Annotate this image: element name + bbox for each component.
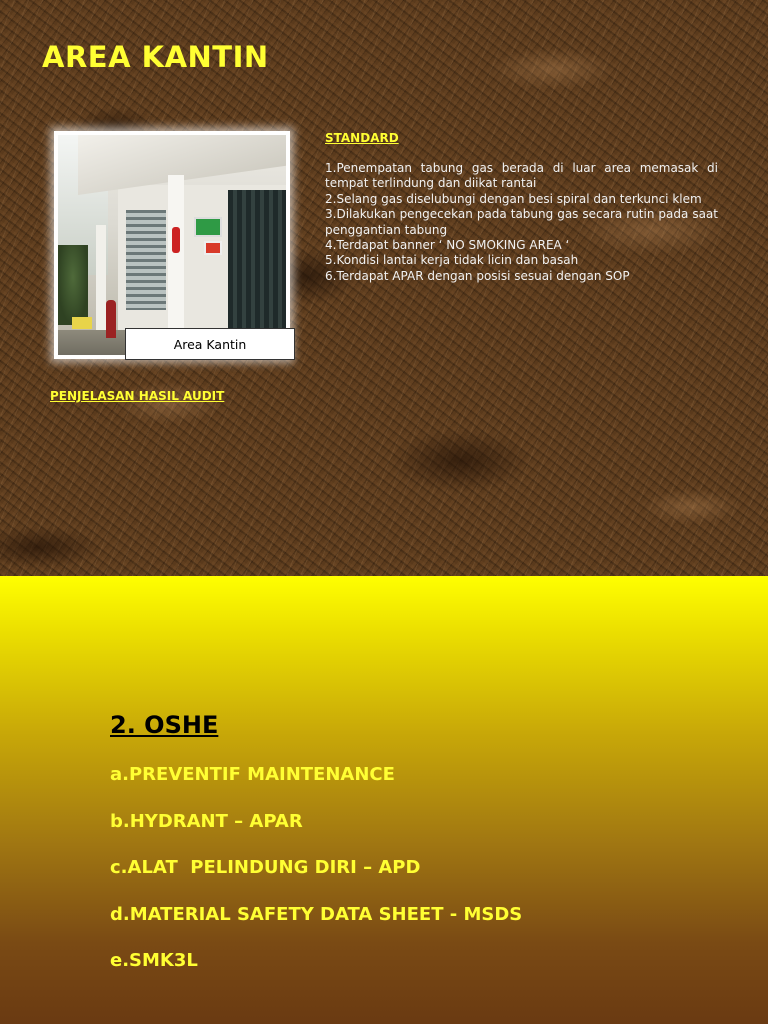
oshe-item: e.SMK3L: [110, 950, 198, 971]
oshe-item: a.PREVENTIF MAINTENANCE: [110, 764, 395, 785]
photo-tree: [58, 245, 88, 325]
audit-result-link[interactable]: PENJELASAN HASIL AUDIT: [50, 389, 225, 403]
oshe-list: [110, 764, 522, 997]
standard-item: 2.Selang gas diselubungi dengan besi spiral dan terkunci klem: [325, 191, 702, 206]
oshe-item: c.ALAT PELINDUNG DIRI – APD: [110, 857, 421, 878]
slide-title: AREA KANTIN: [42, 40, 269, 74]
photo-caption: Area Kantin: [125, 328, 295, 360]
standard-list: [325, 161, 718, 284]
fire-extinguisher-icon: [172, 227, 180, 253]
canteen-photo-frame: [54, 131, 290, 359]
standard-item: 3.Dilakukan pengecekan pada tabung gas secara rutin pada saat penggantian tabung: [325, 207, 718, 237]
oshe-item: b.HYDRANT – APAR: [110, 810, 303, 832]
canteen-photo: [58, 135, 286, 355]
photo-sign: [194, 217, 222, 237]
slide-oshe: [0, 576, 768, 1024]
standard-item: 1.Penempatan tabung gas berada di luar area memasak di tempat terlindung dan diikat rantai: [325, 161, 718, 191]
standard-item: 4.Terdapat banner ‘ NO SMOKING AREA ‘: [325, 238, 570, 253]
photo-sign: [204, 241, 222, 255]
photo-door: [228, 190, 286, 330]
oshe-item: d.MATERIAL SAFETY DATA SHEET - MSDS: [110, 903, 523, 925]
slide-title: 2. OSHE: [110, 711, 219, 739]
photo-window: [126, 210, 166, 310]
photo-bucket: [72, 317, 92, 329]
photo-person: [106, 300, 116, 338]
standard-item: 6.Terdapat APAR dengan posisi sesuai dengan SOP: [325, 268, 630, 283]
standard-item: 5.Kondisi lantai kerja tidak licin dan basah: [325, 253, 579, 268]
standard-heading[interactable]: STANDARD: [325, 131, 399, 145]
